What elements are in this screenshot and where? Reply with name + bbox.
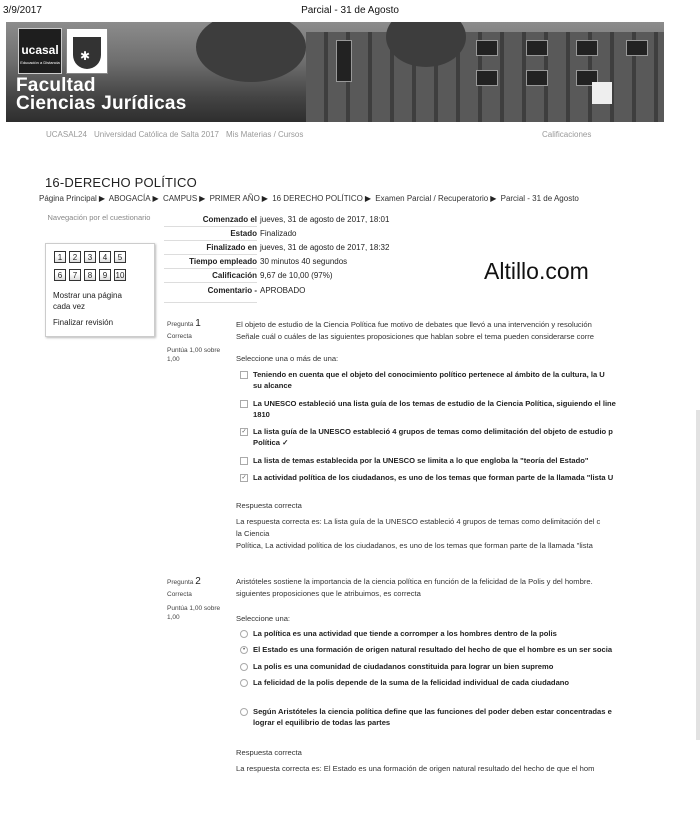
- summary-value: Finalizado: [260, 229, 297, 238]
- banner-window: [476, 70, 498, 86]
- checkbox[interactable]: [240, 400, 248, 408]
- answer-option[interactable]: Según Aristóteles la ciencia política define que las funciones del poder deben estar concentradas e lograr el equilibrio de todas las partes: [240, 706, 632, 728]
- logo-text: ucasal: [21, 43, 59, 57]
- quiz-nav-button[interactable]: 1: [54, 251, 66, 263]
- question-text: [236, 576, 632, 600]
- summary-value: APROBADO: [260, 286, 306, 295]
- summary-value: 30 minutos 40 segundos: [260, 257, 348, 266]
- faculty-title: [16, 77, 186, 113]
- question-score: Puntúa 1,00 sobre 1,00: [167, 605, 221, 621]
- breadcrumb: Página Principal ▶ ABOGACÍA ▶ CAMPUS ▶ PRIMER AÑO ▶ 16 DERECHO POLÍTICO ▶ Examen Parcial / Recuperatorio ▶ Parcial - 31 de Agosto: [39, 194, 579, 203]
- answer-option[interactable]: • El Estado es una formación de origen natural resultado del hecho de que el hombre es un ser socia: [240, 644, 632, 655]
- summary-label: Calificación: [212, 271, 257, 280]
- banner-window: [576, 40, 598, 56]
- quiz-nav-panel: [45, 243, 155, 337]
- checkbox-checked[interactable]: ✓: [241, 429, 247, 435]
- summary-value: 9,67 de 10,00 (97%): [260, 271, 333, 280]
- breadcrumb-campus[interactable]: CAMPUS: [162, 194, 198, 203]
- answer-option[interactable]: La polis es una comunidad de ciudadanos constituida para lograr un bien supremo: [240, 661, 632, 672]
- banner-window: [526, 40, 548, 56]
- summary-label: Finalizado en: [206, 243, 257, 252]
- quiz-nav-button[interactable]: 9: [99, 269, 111, 281]
- question-text-line: Aristóteles sostiene la importancia de la ciencia política en función de la felicidad de la Polis y del hombre.: [236, 577, 593, 586]
- question-info: [167, 318, 225, 364]
- summary-value: jueves, 31 de agosto de 2017, 18:01: [260, 215, 390, 224]
- breadcrumb-quiz[interactable]: Parcial - 31 de Agosto: [500, 194, 579, 203]
- ucasal-logo[interactable]: [18, 28, 62, 74]
- radio-button-selected[interactable]: •: [240, 646, 248, 654]
- banner-window: [526, 70, 548, 86]
- quiz-nav-label: Navegación por el cuestionario: [47, 213, 151, 222]
- logo-subtext: Educación a Distancia: [20, 60, 60, 65]
- correct-answer: La respuesta correcta es: La lista guía de la UNESCO estableció 4 grupos de temas como delimitación del c la Ciencia Política, La actividad política de los ciudadanos, es uno de los temas que forman parte de la llamada "lista: [236, 517, 601, 550]
- summary-label: Tiempo empleado: [189, 257, 257, 266]
- question-number: 2: [195, 576, 201, 587]
- breadcrumb-exam[interactable]: Examen Parcial / Recuperatorio: [375, 194, 489, 203]
- summary-value: jueves, 31 de agosto de 2017, 18:32: [260, 243, 390, 252]
- answer-option[interactable]: ✓ La actividad política de los ciudadanos, es uno de los temas que forman parte de la llamada "lista U: [241, 473, 614, 482]
- breadcrumb-home[interactable]: Página Principal: [39, 194, 97, 203]
- question-text: [236, 319, 632, 343]
- answer-option[interactable]: La UNESCO estableció una lista guía de los temas de estudio de la Ciencia Política, siguiendo el line 1810: [240, 398, 632, 420]
- question-status: Correcta: [167, 333, 192, 340]
- answer-option[interactable]: ✓ La lista guía de la UNESCO estableció 4 grupos de temas como delimitación del objeto de estudio p Política ✓: [241, 427, 613, 447]
- banner-window: [626, 40, 648, 56]
- topnav-my-courses[interactable]: Mis Materias / Cursos: [226, 130, 304, 139]
- answer-option[interactable]: La felicidad de la polis depende de la suma de la felicidad individual de cada ciudadano: [240, 677, 632, 688]
- question-text-line: El objeto de estudio de la Ciencia Política fue motivo de debates que llevó a una intervención y resolución: [236, 320, 592, 329]
- radio-button[interactable]: [240, 708, 248, 716]
- question-label: Pregunta: [167, 579, 194, 586]
- answer-option[interactable]: Teniendo en cuenta que el objeto del conocimiento político pertenece al ámbito de la cultura, la U su alcance: [240, 369, 632, 391]
- topnav-grades[interactable]: Calificaciones: [542, 130, 592, 139]
- topnav-university[interactable]: Universidad Católica de Salta 2017: [94, 130, 219, 139]
- show-one-page-link[interactable]: Mostrar una página cada vez: [53, 291, 122, 311]
- checkbox-checked[interactable]: ✓: [241, 475, 247, 481]
- quiz-nav-button[interactable]: 3: [84, 251, 96, 263]
- quiz-nav-button[interactable]: 6: [54, 269, 66, 281]
- breadcrumb-course[interactable]: 16 DERECHO POLÍTICO: [272, 194, 363, 203]
- finish-review-link[interactable]: Finalizar revisión: [53, 318, 114, 327]
- print-title: Parcial - 31 de Agosto: [301, 5, 399, 16]
- quiz-nav-button[interactable]: 7: [69, 269, 81, 281]
- banner-window: [476, 40, 498, 56]
- question-text-line: Señale cuál o cuáles de las siguientes proposiciones que hablan sobre el tema pueden considerarse corre: [236, 332, 594, 341]
- breadcrumb-first-year[interactable]: PRIMER AÑO: [209, 194, 260, 203]
- crest-icon: ✱: [66, 28, 108, 74]
- question-prompt: Seleccione una o más de una:: [236, 354, 339, 363]
- banner-door: [336, 40, 352, 82]
- question-number: 1: [195, 318, 201, 329]
- faculty-title-line2: Ciencias Jurídicas: [16, 93, 187, 114]
- summary-label: Comentario -: [207, 286, 257, 295]
- quiz-nav-button[interactable]: 4: [99, 251, 111, 263]
- radio-button[interactable]: [240, 630, 248, 638]
- scrollbar-edge: [696, 410, 700, 740]
- header-banner: [6, 22, 664, 122]
- answer-heading: Respuesta correcta: [236, 748, 302, 757]
- answer-option[interactable]: La lista de temas establecida por la UNESCO se limita a lo que engloba la "teoría del Estado": [240, 455, 632, 466]
- correct-answer: La respuesta correcta es: El Estado es una formación de origen natural resultado del hecho de que el hom: [236, 764, 595, 773]
- topnav-ucasal24[interactable]: UCASAL24: [46, 130, 87, 139]
- summary-label: Estado: [230, 229, 257, 238]
- quiz-nav-button[interactable]: 2: [69, 251, 81, 263]
- question-text-line: siguientes proposiciones que le atribuimos, es correcta: [236, 589, 421, 598]
- radio-button[interactable]: [240, 663, 248, 671]
- question-status: Correcta: [167, 591, 192, 598]
- summary-label: Comenzado el: [202, 215, 257, 224]
- quiz-nav-button[interactable]: 10: [115, 271, 125, 280]
- breadcrumb-abogacia[interactable]: ABOGACÍA: [108, 194, 151, 203]
- quiz-nav-button[interactable]: 8: [84, 269, 96, 281]
- question-info: [167, 576, 225, 622]
- watermark: Altillo.com: [484, 258, 589, 284]
- page-title: 16-DERECHO POLÍTICO: [45, 175, 197, 190]
- print-date: 3/9/2017: [3, 5, 42, 16]
- faculty-title-line1: Facultad: [16, 75, 96, 96]
- question-label: Pregunta: [167, 321, 194, 328]
- checkbox[interactable]: [240, 371, 248, 379]
- quiz-nav-button[interactable]: 5: [114, 251, 126, 263]
- answer-heading: Respuesta correcta: [236, 501, 302, 510]
- question-prompt: Seleccione una:: [236, 614, 291, 623]
- checkbox[interactable]: [240, 457, 248, 465]
- banner-sign: [592, 82, 612, 104]
- answer-option[interactable]: La política es una actividad que tiende a corromper a los hombres dentro de la polis: [240, 628, 632, 639]
- question-score: Puntúa 1,00 sobre 1,00: [167, 347, 221, 363]
